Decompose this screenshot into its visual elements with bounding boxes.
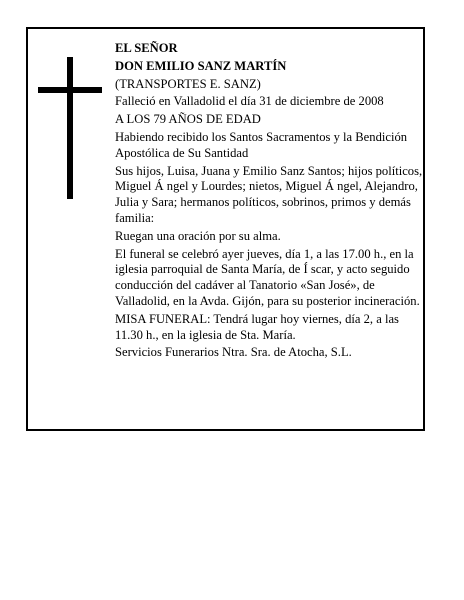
- cross-horizontal-bar: [38, 87, 102, 93]
- mass-details: MISA FUNERAL: Tendrá lugar hoy viernes, día 2, a las 11.30 h., en la iglesia de Sta. María.: [115, 311, 399, 342]
- funeral-details: El funeral se celebró ayer jueves, día 1, a las 17.00 h., en la iglesia parroquial de Santa María, de Í scar, y acto seguido conducción del cadáver al Tanatorio «San José», de Valladolid, en la Avda. Gijón, para su posterior incineración.: [115, 246, 420, 308]
- obituary-notice: [26, 27, 425, 431]
- funeral-services: Servicios Funerarios Ntra. Sra. de Atocha, S.L.: [115, 345, 352, 360]
- cross-vertical-bar: [67, 57, 73, 199]
- age-line: A LOS 79 AÑOS DE EDAD: [115, 112, 261, 127]
- company-name: (TRANSPORTES E. SANZ): [115, 76, 261, 91]
- sacraments-line: Habiendo recibido los Santos Sacramentos y la Bendición Apostólica de Su Santidad: [115, 129, 408, 160]
- death-info: Falleció en Valladolid el día 31 de diciembre de 2008: [115, 94, 384, 109]
- notice-header: EL SEÑOR: [115, 41, 178, 55]
- cross-icon: [38, 57, 102, 199]
- notice-text: [115, 41, 425, 363]
- prayer-request: Ruegan una oración por su alma.: [115, 228, 281, 243]
- family-list: Sus hijos, Luisa, Juana y Emilio Sanz Santos; hijos políticos, Miguel Á ngel y Lourdes; nietos, Miguel Á ngel, Alejandro, Julia y Sara; hermanos políticos, sobrinos, primos y demás familia:: [115, 163, 423, 225]
- deceased-name: DON EMILIO SANZ MARTÍN: [115, 58, 287, 73]
